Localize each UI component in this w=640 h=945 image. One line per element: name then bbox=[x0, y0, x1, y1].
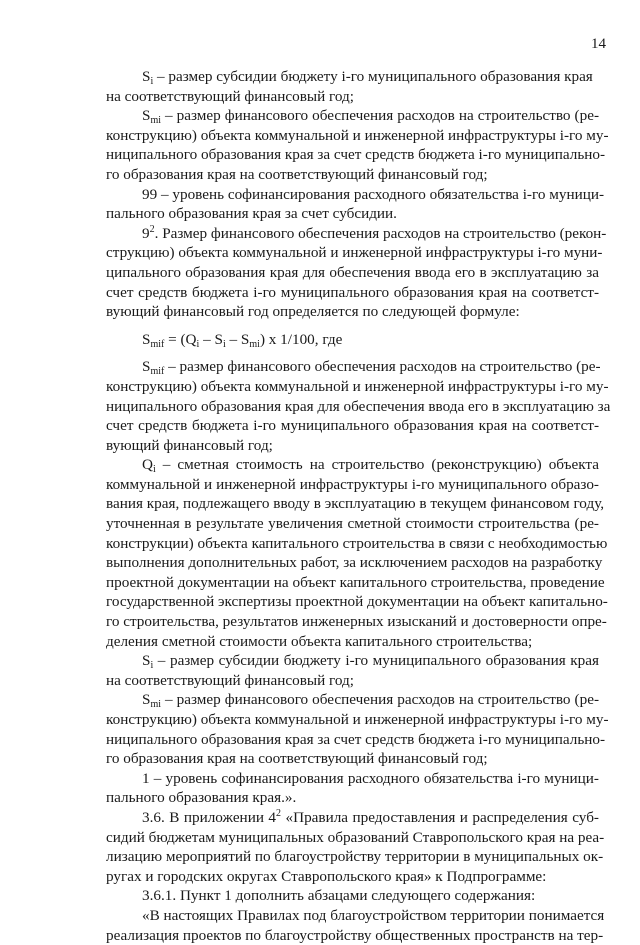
text-line bbox=[106, 494, 605, 514]
text-line bbox=[106, 553, 603, 573]
text-line bbox=[106, 145, 606, 165]
subscript: i bbox=[196, 338, 200, 350]
text-run: – S bbox=[225, 330, 250, 348]
text-run: – размер субсидии бюджету i-го муниципального образования края bbox=[153, 652, 599, 670]
text-line bbox=[106, 377, 609, 397]
text-line bbox=[106, 573, 605, 593]
text-run: уточненная в результате увеличения сметной стоимости строительства (ре- bbox=[106, 515, 599, 533]
text-run: – размер финансового обеспечения расходов на строительство (ре- bbox=[161, 107, 599, 125]
text-line bbox=[106, 749, 599, 769]
subscript: mi bbox=[249, 338, 260, 350]
text-line bbox=[106, 330, 599, 350]
text-run: S bbox=[142, 330, 151, 348]
text-run: вания края, подлежащего вводу в эксплуатацию в текущем финансовом году, bbox=[106, 495, 605, 513]
text-run: ) x 1/100, где bbox=[259, 330, 343, 348]
text-line bbox=[106, 455, 599, 475]
superscript: 2 bbox=[149, 223, 155, 235]
text-run: ниципального образования края за счет средств бюджета i-го муниципально- bbox=[106, 730, 606, 748]
text-line bbox=[106, 788, 599, 808]
text-run: конструкции) объекта капитального строительства в связи с необходимостью bbox=[106, 534, 608, 552]
text-run: го образования края на соответствующий финансовый год; bbox=[106, 165, 488, 183]
text-line bbox=[106, 223, 607, 244]
text-run: ципального образования края для обеспечения ввода его в эксплуатацию за bbox=[106, 263, 599, 281]
text-line bbox=[106, 847, 604, 867]
text-run: S bbox=[142, 652, 151, 670]
text-run: на соответствующий финансовый год; bbox=[106, 87, 354, 105]
text-line bbox=[106, 106, 599, 126]
text-run: – размер субсидии бюджету i-го муниципального образования края bbox=[153, 68, 593, 85]
subscript: mi bbox=[150, 699, 162, 711]
text-line bbox=[106, 886, 599, 906]
text-run: – S bbox=[199, 330, 223, 348]
text-line bbox=[106, 514, 599, 534]
text-line bbox=[106, 534, 608, 554]
text-line bbox=[106, 243, 603, 263]
text-run: – размер финансового обеспечения расходов на строительство (ре- bbox=[164, 358, 601, 376]
text-run: 99 – уровень софинансирования расходного обязательства i-го муници- bbox=[142, 185, 605, 203]
text-run: пального образования края за счет субсидии. bbox=[106, 205, 397, 223]
subscript: i bbox=[150, 660, 154, 672]
text-run: реализация проектов по благоустройству общественных пространств на тер- bbox=[106, 926, 604, 944]
text-run: 9 bbox=[142, 224, 150, 242]
text-line bbox=[106, 808, 599, 828]
text-run: деления сметной стоимости объекта капитального строительства; bbox=[106, 632, 533, 650]
text-run: проектной документации на объект капитального строительства, проведение bbox=[106, 573, 605, 591]
text-line bbox=[106, 416, 599, 436]
text-run: вующий финансовый год; bbox=[106, 436, 273, 454]
text-line bbox=[106, 475, 599, 495]
text-run: выполнения дополнительных работ, за исключением расходов на разработку bbox=[106, 554, 603, 572]
document-body bbox=[106, 67, 611, 945]
subscript: i bbox=[152, 464, 156, 476]
text-run: го образования края на соответствующий финансовый год; bbox=[106, 750, 488, 768]
subscript: i bbox=[222, 338, 226, 350]
text-run: го строительства, результатов инженерных изысканий и достоверности опре- bbox=[106, 613, 607, 631]
text-run: = (Q bbox=[164, 330, 197, 348]
text-line bbox=[106, 263, 599, 283]
text-line bbox=[106, 612, 607, 632]
text-line bbox=[106, 632, 599, 652]
text-line bbox=[106, 126, 609, 146]
text-line bbox=[106, 769, 599, 789]
text-run: государственной экспертизы проектной документации на объект капитально- bbox=[106, 593, 608, 611]
text-line bbox=[106, 436, 599, 456]
text-run: . Размер финансового обеспечения расходов на строительство (рекон- bbox=[154, 224, 607, 242]
text-run: «В настоящих Правилах под благоустройством территории понимается bbox=[142, 906, 605, 924]
text-line bbox=[106, 397, 611, 417]
text-run: ниципального образования края за счет средств бюджета i-го муниципально- bbox=[106, 146, 606, 164]
text-run: – размер финансового обеспечения расходов на строительство (ре- bbox=[161, 691, 599, 709]
text-line bbox=[106, 730, 606, 750]
text-line bbox=[106, 592, 608, 612]
text-line bbox=[106, 185, 605, 205]
text-run: счет средств бюджета i-го муниципального образования края на соответст- bbox=[106, 283, 599, 301]
superscript: 2 bbox=[276, 807, 282, 819]
text-line bbox=[106, 283, 599, 303]
text-run: 3.6. В приложении 4 bbox=[142, 808, 277, 826]
subscript: i bbox=[150, 76, 154, 87]
text-run: конструкцию) объекта коммунальной и инженерной инфраструктуры i-го му- bbox=[106, 377, 609, 395]
text-run: «Правила предоставления и распределения суб- bbox=[281, 808, 599, 826]
text-run: S bbox=[142, 691, 151, 709]
text-run: на соответствующий финансовый год; bbox=[106, 671, 354, 689]
text-run: пального образования края.». bbox=[106, 789, 297, 807]
text-line bbox=[106, 867, 599, 887]
text-run: ниципального образования края для обеспечения ввода его в эксплуатацию за bbox=[106, 397, 611, 415]
text-run: ругах и городских округах Ставропольского края» к Подпрограмме: bbox=[106, 867, 547, 885]
text-line bbox=[106, 671, 599, 691]
subscript: mif bbox=[150, 338, 165, 350]
text-line bbox=[106, 926, 604, 945]
text-line bbox=[106, 690, 599, 710]
text-run: 1 – уровень софинансирования расходного обязательства i-го муници- bbox=[142, 769, 599, 787]
text-run: конструкцию) объекта коммунальной и инженерной инфраструктуры i-го му- bbox=[106, 711, 609, 728]
text-run: 3.6.1. Пункт 1 дополнить абзацами следующего содержания: bbox=[142, 887, 536, 905]
text-run: S bbox=[142, 358, 151, 376]
text-run: Q bbox=[142, 456, 153, 474]
text-line bbox=[106, 710, 609, 730]
text-run: вующий финансовый год определяется по следующей формуле: bbox=[106, 303, 520, 321]
text-run: лизацию мероприятий по благоустройству территории в муниципальных ок- bbox=[106, 848, 604, 866]
text-run: струкцию) объекта коммунальной и инженерной инфраструктуры i-го муни- bbox=[106, 244, 603, 262]
text-run: коммунальной и инженерной инфраструктуры i-го муниципального образо- bbox=[106, 475, 599, 493]
subscript: mif bbox=[150, 366, 165, 378]
text-run: S bbox=[142, 68, 151, 85]
text-run: счет средств бюджета i-го муниципального образования края на соответст- bbox=[106, 417, 599, 435]
text-line bbox=[106, 67, 599, 87]
text-line bbox=[106, 165, 599, 185]
page-number: 14 bbox=[591, 36, 606, 52]
text-line bbox=[106, 357, 599, 377]
text-line bbox=[106, 204, 599, 224]
text-run: – сметная стоимость на строительство (реконструкцию) объекта bbox=[155, 456, 599, 474]
text-run: конструкцию) объекта коммунальной и инженерной инфраструктуры i-го му- bbox=[106, 126, 609, 144]
text-line bbox=[106, 651, 599, 671]
subscript: mi bbox=[150, 115, 162, 127]
text-run: S bbox=[142, 107, 151, 125]
text-line bbox=[106, 87, 599, 107]
text-run: сидий бюджетам муниципальных образований Ставропольского края на реа- bbox=[106, 828, 605, 846]
text-line bbox=[106, 828, 605, 848]
text-line bbox=[106, 906, 605, 926]
text-line bbox=[106, 302, 599, 322]
